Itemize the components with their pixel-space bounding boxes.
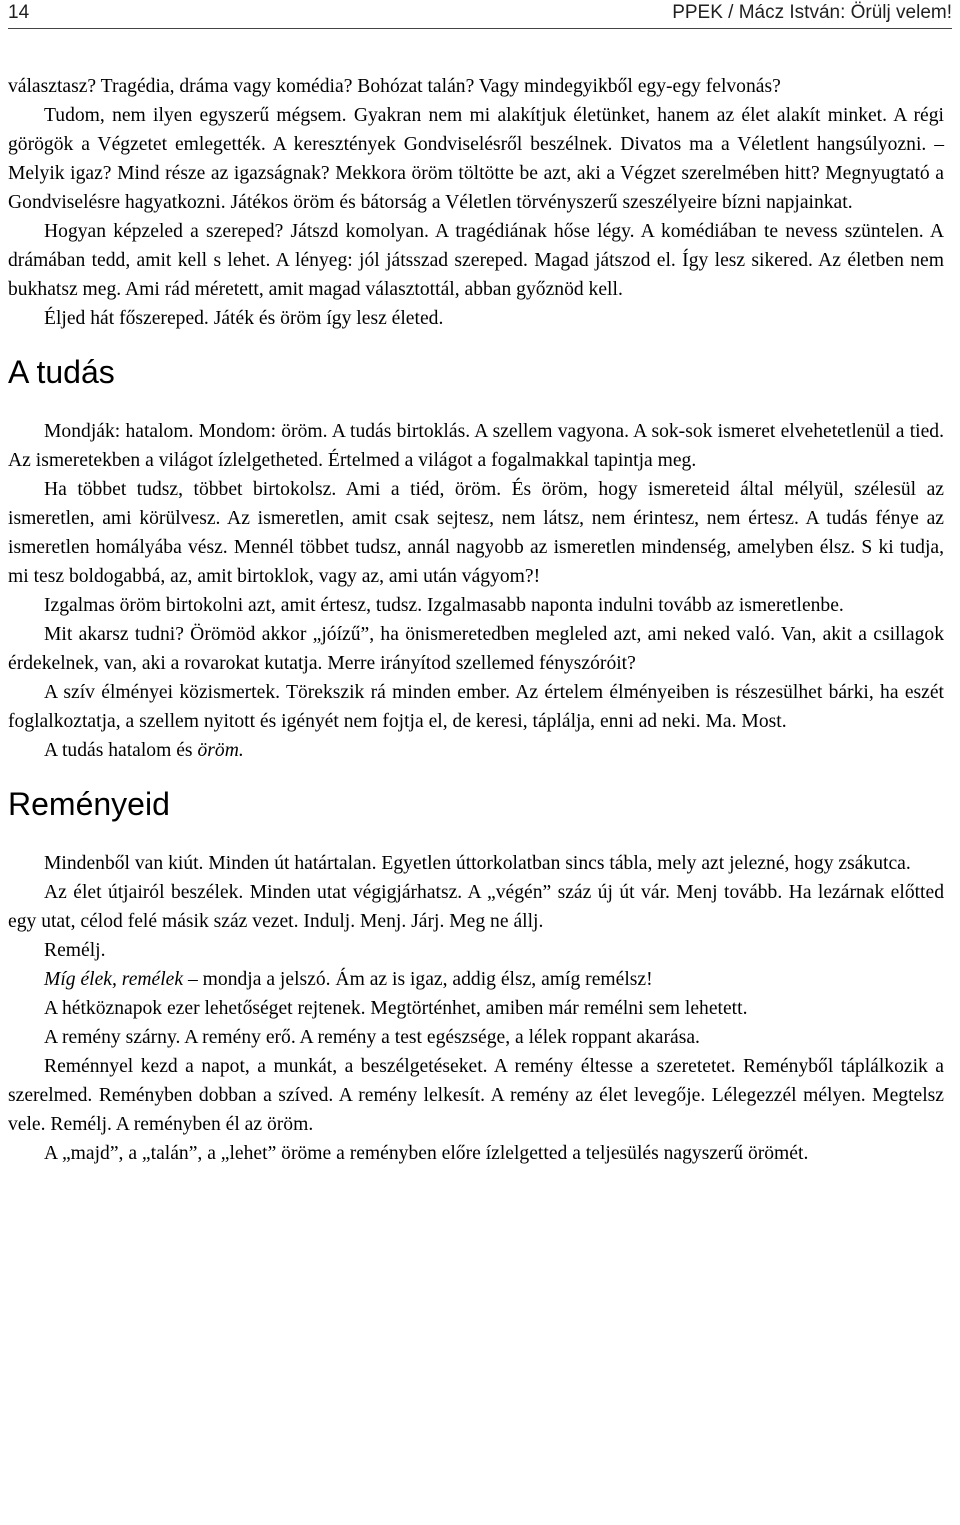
page-body xyxy=(8,72,944,1168)
paragraph-text: A tudás hatalom és xyxy=(44,740,198,761)
paragraph: Mindenből van kiút. Minden út határtalan. Egyetlen úttorkolatban sincs tábla, mely azt jelezné, hogy zsákutca. xyxy=(44,853,911,874)
section-heading-a-tudas: A tudás xyxy=(8,354,115,390)
paragraph: Ha többet tudsz, többet birtokolsz. Ami a tiéd, öröm. És öröm, hogy ismereteid által mélyül, szélesül az ismeretlen, ami körülvesz. Az ismeretlen, amit csak sejtesz, nem látsz, nem érintesz, nem értesz. A tudás fénye az ismeretlen homályába vész. Mennél többet tudsz, annál nagyobb az ismeretlen mindenség, amelyben élsz. S ki tudja, mi tesz boldogabbá, az, amit birtoklok, vagy az, ami után vágyom?! xyxy=(8,479,944,587)
paragraph: Remélj. xyxy=(44,940,106,961)
running-header xyxy=(8,0,952,29)
paragraph: A remény szárny. A remény erő. A remény a test egészsége, a lélek roppant akarása. xyxy=(44,1027,700,1048)
paragraph: Reménnyel kezd a napot, a munkát, a beszélgetéseket. A remény éltesse a szeretetet. Reményből táplálkozik a szerelmed. Reményben dobban a szíved. A remény lelkesít. A remény az élet levegője. Lélegezzél mélyen. Megtelsz vele. Remélj. A reményben él az öröm. xyxy=(8,1056,944,1135)
paragraph: A „majd”, a „talán”, a „lehet” öröme a reményben előre ízlelgetted a teljesülés nagyszerű örömét. xyxy=(44,1143,809,1164)
paragraph-text: – mondja a jelszó. Ám az is igaz, addig élsz, amíg remélsz! xyxy=(183,969,653,990)
paragraph: Tudom, nem ilyen egyszerű mégsem. Gyakran nem mi alakítjuk életünket, hanem az élet alakít minket. A régi görögök a Végzetet emlegették. A keresztények Gondviselésről beszélnek. Divatos ma a Véletlent hangsúlyozni. – Melyik igaz? Mind része az igazságnak? Mekkora öröm töltötte be azt, aki a Végzet szerelmében hitt? Megnyugtató a Gondviselésre hagyatkozni. Játékos öröm és bátorság a Véletlen törvényszerű szeszélyeire bízni napjainkat. xyxy=(8,105,944,213)
running-title: PPEK / Mácz István: Örülj velem! xyxy=(672,2,952,23)
italic-text: Míg élek, remélek xyxy=(44,969,184,990)
paragraph: Mit akarsz tudni? Örömöd akkor „jóízű”, ha önismeretedben megleled azt, ami neked való. Van, akit a csillagok érdekelnek, van, aki a rovarokat kutatja. Merre irányítod szellemed fényszóróit? xyxy=(8,624,944,674)
paragraph: Izgalmas öröm birtokolni azt, amit értesz, tudsz. Izgalmasabb naponta indulni tovább az ismeretlenbe. xyxy=(44,595,844,616)
paragraph: Éljed hát főszereped. Játék és öröm így lesz életed. xyxy=(44,308,444,329)
paragraph xyxy=(8,965,944,994)
paragraph xyxy=(8,736,944,765)
paragraph: A hétköznapok ezer lehetőséget rejtenek. Megtörténhet, amiben már remélni sem lehetett. xyxy=(44,998,748,1019)
section-heading-remenyeid: Reményeid xyxy=(8,786,170,822)
paragraph: Mondják: hatalom. Mondom: öröm. A tudás birtoklás. A szellem vagyona. A sok-sok ismeret elvehetetlenül a tied. Az ismeretekben a világot ízlelgetheted. Értelmed a világot a fogalmakkal tapintja meg. xyxy=(8,421,944,471)
paragraph: választasz? Tragédia, dráma vagy komédia? Bohózat talán? Vagy mindegyikből egy-egy felvonás? xyxy=(8,76,781,97)
paragraph: Az élet útjairól beszélek. Minden utat végigjárhatsz. A „végén” száz új út vár. Menj tovább. Ha lezárnak előtted egy utat, célod felé másik száz vezet. Indulj. Menj. Járj. Meg ne állj. xyxy=(8,882,944,932)
paragraph: Hogyan képzeled a szereped? Játszd komolyan. A tragédiának hőse légy. A komédiában te nevess szüntelen. A drámában tedd, amit kell s lehet. A lényeg: jól játsszad szereped. Magad játszod el. Így lesz sikered. Az életben nem bukhatsz meg. Ami rád méretett, amit magad választottál, abban győznöd kell. xyxy=(8,221,944,300)
paragraph: A szív élményei közismertek. Törekszik rá minden ember. Az értelem élményeiben is részesülhet bárki, ha eszét foglalkoztatja, a szellem nyitott és igényét nem fojtja el, de keresi, táplálja, enni ad neki. Ma. Most. xyxy=(8,682,944,732)
page-number: 14 xyxy=(8,2,30,23)
italic-text: öröm. xyxy=(197,740,244,761)
